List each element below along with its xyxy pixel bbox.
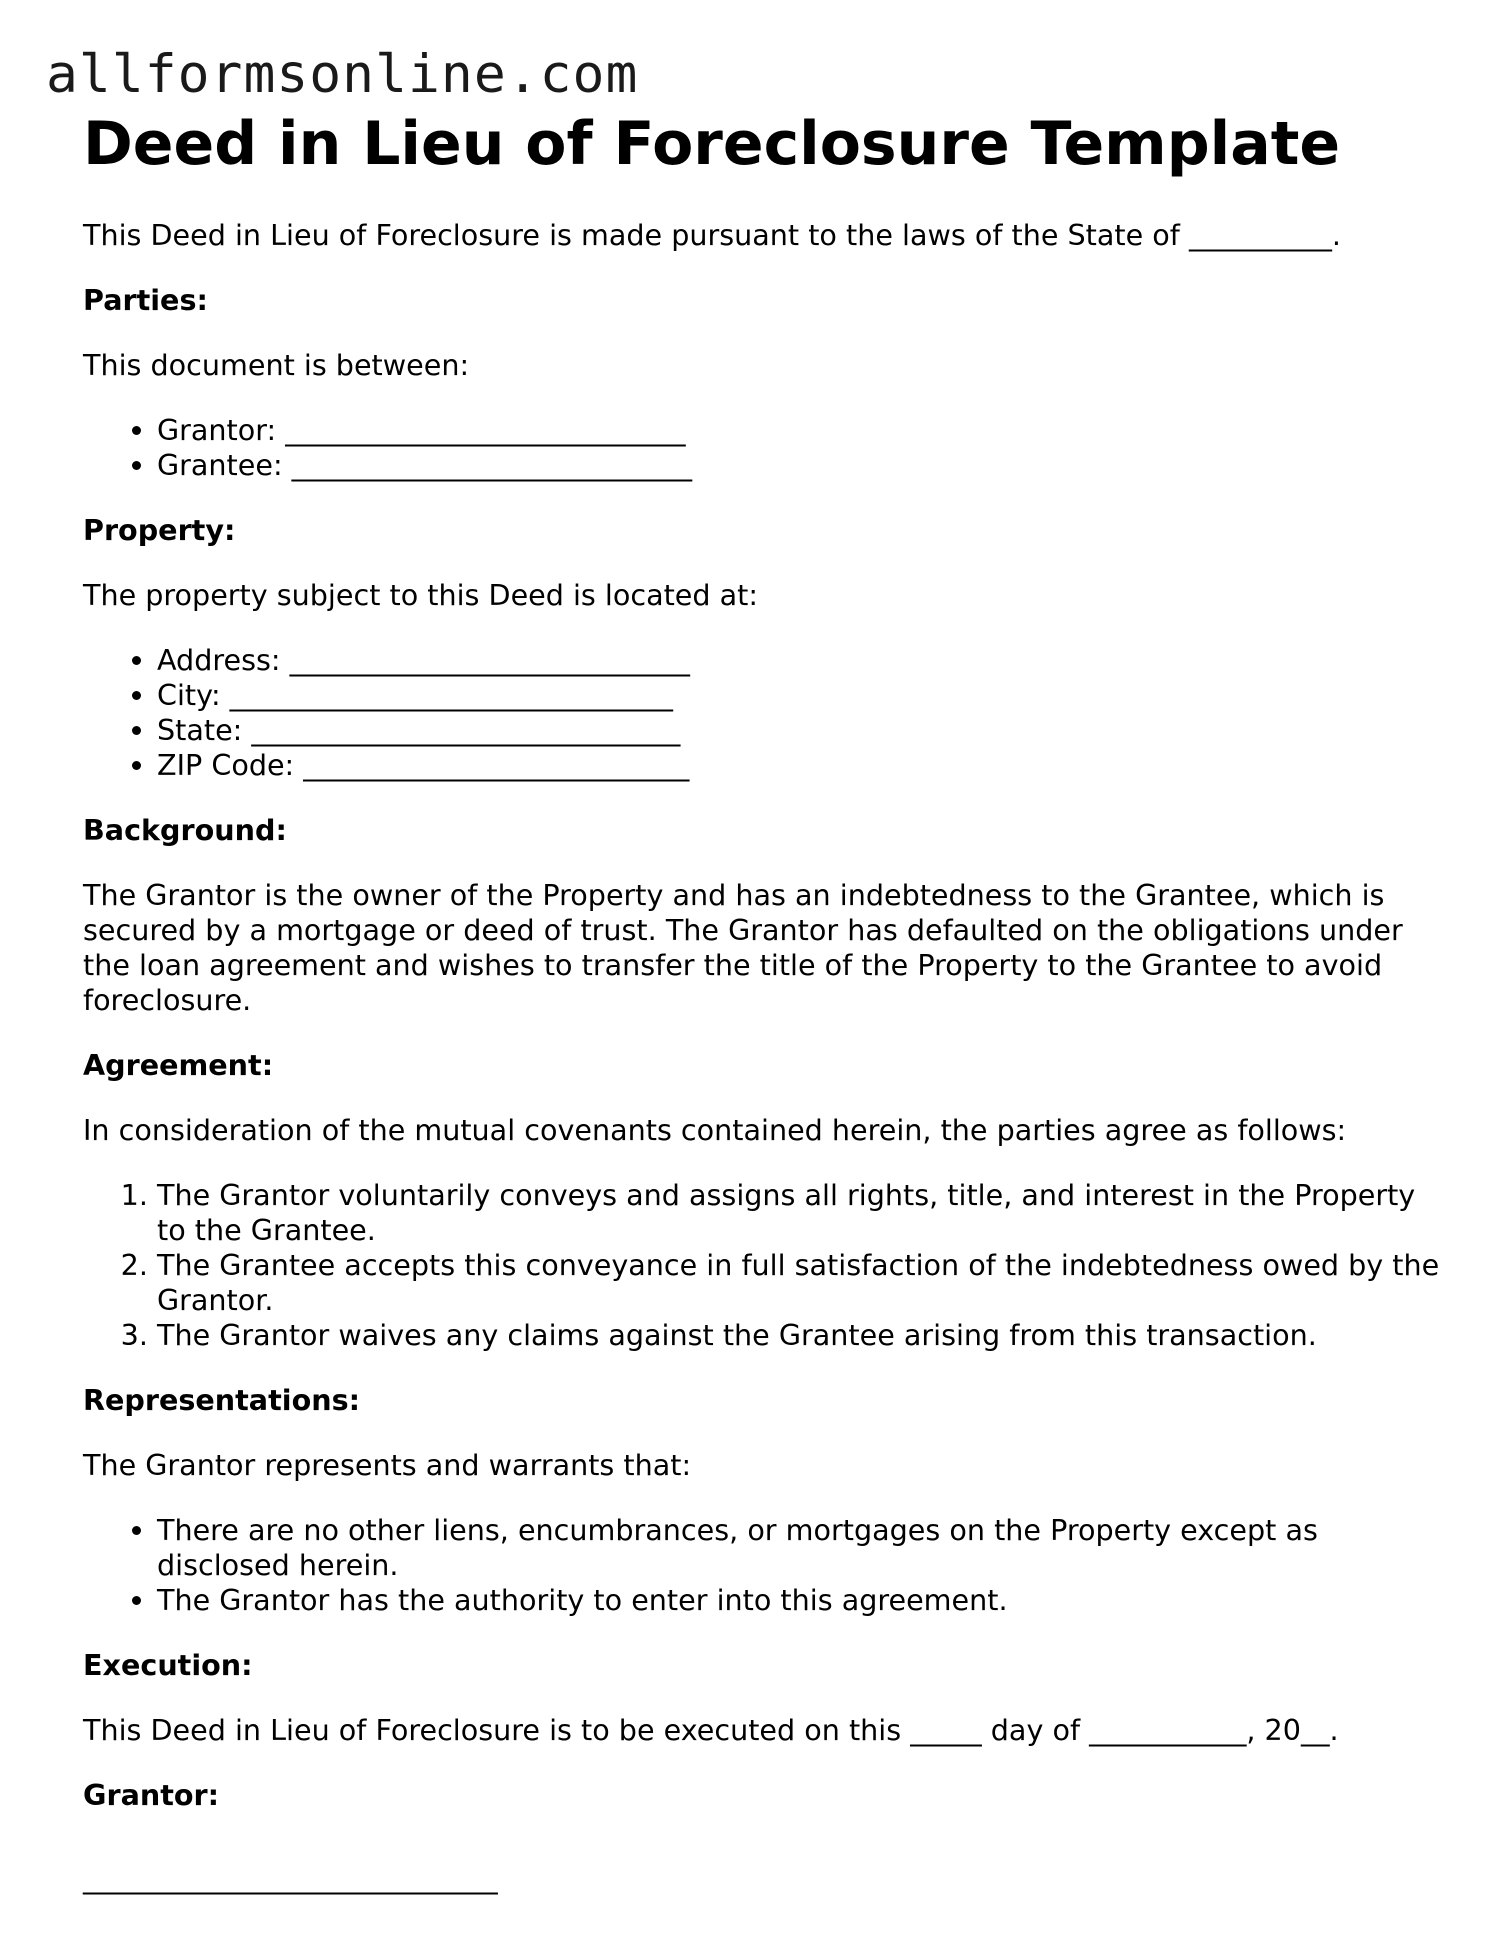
property-text: The property subject to this Deed is located at: <box>83 578 759 612</box>
agreement-item: 2. The Grantee accepts this conveyance in full satisfaction of the indebtedness owed by the Grantor. <box>157 1248 1443 1318</box>
background-text: The Grantor is the owner of the Property and has an indebtedness to the Grantee, which is secured by a mortgage or deed of trust. The Grantor has defaulted on the obligations under the loan agreement and wishes to transfer the title of the Property to the Grantee to avoid foreclosure. <box>83 878 1403 1017</box>
grantor-signature-line: _____________________________ <box>83 1861 498 1895</box>
grantee-field: • Grantee: ____________________________ <box>157 448 1443 483</box>
representations-text: The Grantor represents and warrants that: <box>83 1448 692 1482</box>
background-heading: Background: <box>83 813 287 847</box>
intro-paragraph: This Deed in Lieu of Foreclosure is made pursuant to the laws of the State of __________. <box>83 218 1341 252</box>
representations-list <box>83 1513 1443 1618</box>
zip-code-field: • ZIP Code: ___________________________ <box>157 748 1443 783</box>
agreement-item: 1. The Grantor voluntarily conveys and assigns all rights, title, and interest in the Property to the Grantee. <box>157 1178 1443 1248</box>
representation-item: • There are no other liens, encumbrances, or mortgages on the Property except as disclosed herein. <box>157 1513 1443 1583</box>
agreement-heading: Agreement: <box>83 1048 274 1082</box>
grantor-signature-heading: Grantor: <box>83 1778 220 1812</box>
representations-heading: Representations: <box>83 1383 361 1417</box>
execution-heading: Execution: <box>83 1648 253 1682</box>
representation-item: • The Grantor has the authority to enter into this agreement. <box>157 1583 1443 1618</box>
state-field: • State: ______________________________ <box>157 713 1443 748</box>
execution-text: This Deed in Lieu of Foreclosure is to be executed on this _____ day of ___________, 20__. <box>83 1713 1339 1747</box>
site-watermark: allformsonline.com <box>46 44 639 105</box>
property-list <box>83 643 1443 783</box>
page-title: Deed in Lieu of Foreclosure Template <box>83 109 1341 179</box>
city-field: • City: _______________________________ <box>157 678 1443 713</box>
document-page <box>83 108 1443 1896</box>
agreement-item: 3. The Grantor waives any claims against the Grantee arising from this transaction. <box>157 1318 1443 1353</box>
parties-text: This document is between: <box>83 348 470 382</box>
parties-list <box>83 413 1443 483</box>
agreement-text: In consideration of the mutual covenants contained herein, the parties agree as follows: <box>83 1113 1347 1147</box>
grantor-field: • Grantor: ____________________________ <box>157 413 1443 448</box>
property-heading: Property: <box>83 513 236 547</box>
address-field: • Address: ____________________________ <box>157 643 1443 678</box>
parties-heading: Parties: <box>83 283 208 317</box>
agreement-list <box>83 1178 1443 1353</box>
